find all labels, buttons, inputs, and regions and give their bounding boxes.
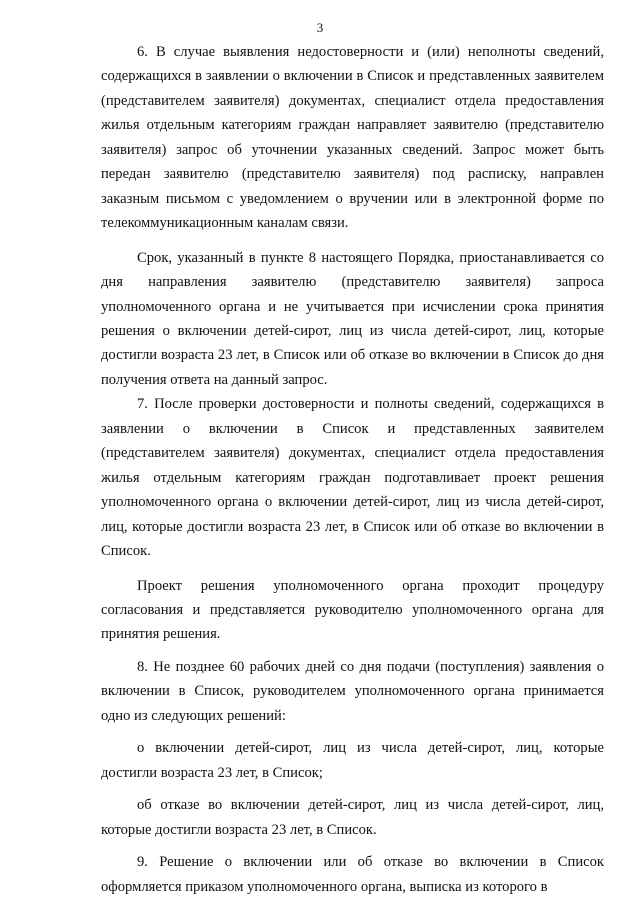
paragraph-8-option-refusal: об отказе во включении детей-сирот, лиц из числа детей-сирот, лиц, которые достигли возраста 23 лет, в Список. xyxy=(101,797,604,838)
page-number: 3 xyxy=(316,20,324,35)
paragraph-9: 9. Решение о включении или об отказе во включении в Список оформляется приказом уполномоченного органа, выписка из которого в xyxy=(101,854,604,895)
paragraph-6: 6. В случае выявления недостоверности и (или) неполноты сведений, содержащихся в заявлении о включении в Список и представленных заявителем (представителем заявителя) документах, специалист отдела предоставления жилья отдельным категориям граждан направляет заявителю (представителю заявителя) запрос об уточнении указанных сведений. Запрос может быть передан заявителю (представителю заявителя) под расписку, направлен заказным письмом с уведомлением о вручении или в электронной форме по телекоммуникационным каналам связи. xyxy=(101,44,604,232)
paragraph-6-term: Срок, указанный в пункте 8 настоящего Порядка, приостанавливается со дня направления заявителю (представителю заявителя) запроса уполномоченного органа и не учитывается при исчислении срока принятия решения о включении детей-сирот, лиц из числа детей-сирот, лиц, которые достигли возраста 23 лет, в Список или об отказе во включении в Список до дня получения ответа на данный запрос. xyxy=(101,249,604,388)
paragraph-8: 8. Не позднее 60 рабочих дней со дня подачи (поступления) заявления о включении в Список, руководителем уполномоченного органа принимается одно из следующих решений: xyxy=(101,658,604,724)
paragraph-7-approval: Проект решения уполномоченного органа проходит процедуру согласования и представляется руководителю уполномоченного органа для принятия решения. xyxy=(101,577,604,643)
document-body xyxy=(101,40,604,899)
paragraph-7: 7. После проверки достоверности и полноты сведений, содержащихся в заявлении о включении в Список и представленных заявителем (представителем заявителя) документах, специалист отдела предоставления жилья отдельным категориям граждан подготавливает проект решения уполномоченного органа о включении детей-сирот, лиц из числа детей-сирот, лиц, которые достигли возраста 23 лет, в Список или об отказе во включении в Список. xyxy=(101,396,604,560)
paragraph-8-option-inclusion: о включении детей-сирот, лиц из числа детей-сирот, лиц, которые достигли возраста 23 лет, в Список; xyxy=(101,740,604,781)
